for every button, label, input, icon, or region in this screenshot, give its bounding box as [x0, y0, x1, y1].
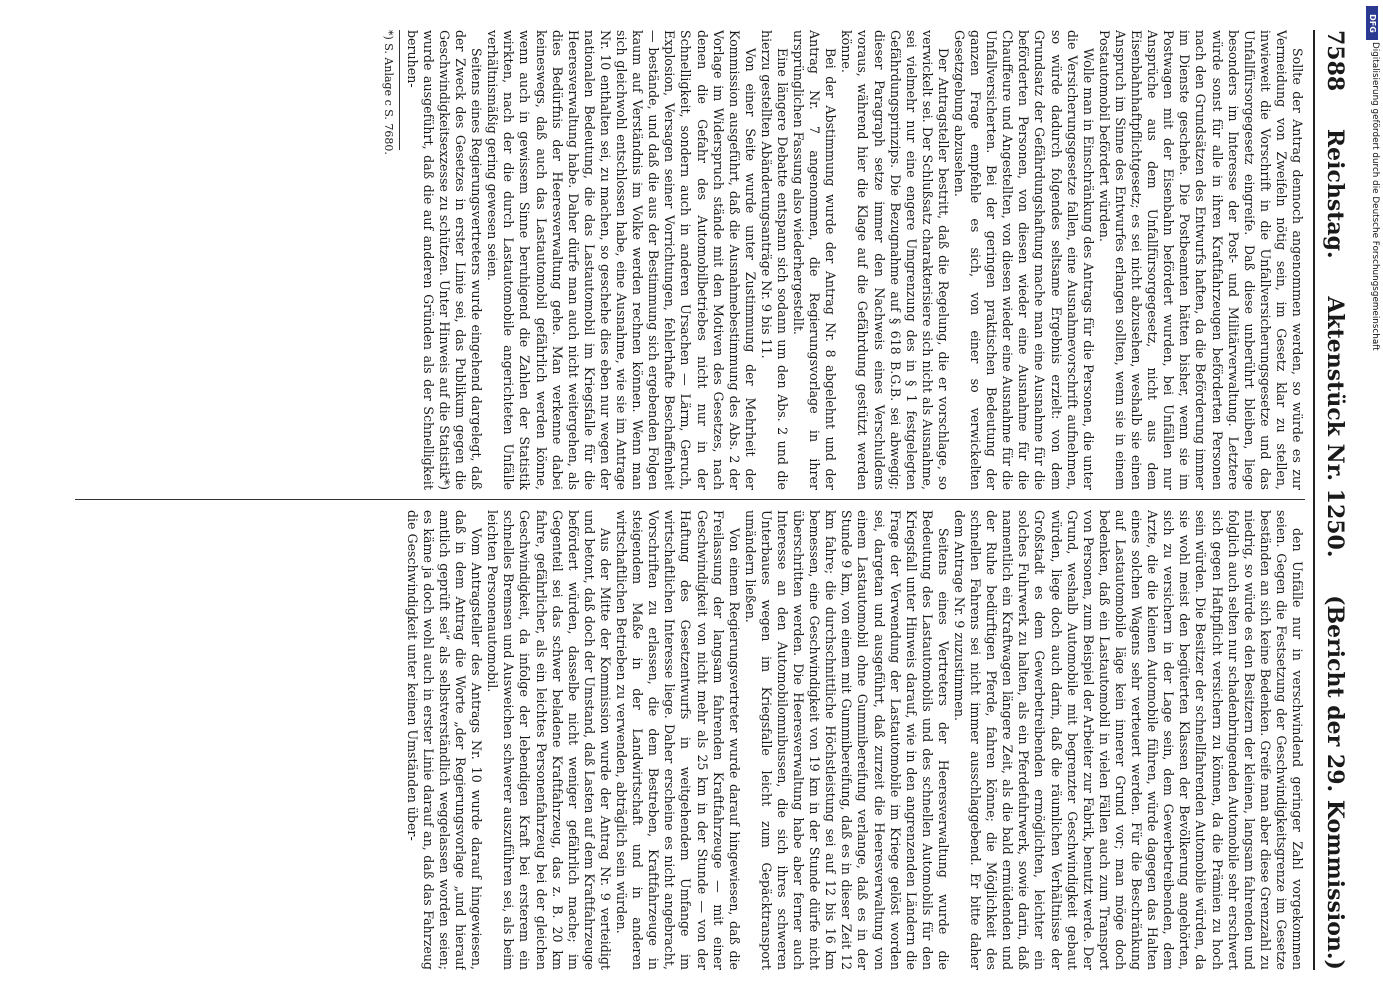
digitization-note [1364, 42, 1380, 1002]
paragraph: Eine längere Debatte entspann sich sodann um den Abs. 2 und die hierzu gestellten Abänderungsanträge Nr. 9 bis 11. [758, 30, 790, 490]
footnote: *) S. Anlage c S. 7680. [381, 30, 395, 155]
digitization-note-text: Digitalisierung gefördert durch die Deutsche Forschungsgemeinschaft [1370, 42, 1380, 351]
text-column-right [75, 510, 1305, 970]
paragraph: Seitens eines Regierungsvertreters wurde eingehend dargelegt, daß der Zweck des Gesetzes in erster Linie sei, das Publikum gegen die Geschwindigkeitsexzesse zu schützen. Unter Hinweis auf die Statistik*) wurde ausgeführt, daß die auf anderen Gründen als der Schnelligkeit beruhen- [404, 30, 485, 490]
rotated-document-page [45, 30, 1355, 970]
paragraph: Sollte der Antrag dennoch angenommen werden, so würde es zur Vermeidung von Zweifeln nötig sein, im Gesetz klar zu stellen, inwieweit die Vorschrift in die Unfallversicherungsgesetze und das Unfallfürsorgegesetz eingreife. Daß diese unberührt bleiben, liege besonders im Interesse der Post- und Militärverwaltung. Letztere würde sonst für alle in ihren Kraftfahrzeugen beförderten Personen nach den Grundsätzen des Entwurfs haften, da die Beförderung immer im Dienste geschehe. Die Postbeamten hätten bisher, wenn sie im Postwagen mit der Eisenbahn befördert wurden, bei Unfällen nur Ansprüche aus dem Unfallfürsorgegesetz, nicht aus dem Eisenbahnhaftpflichtgesetz; es sei nicht abzusehen, weshalb sie einen Anspruch im Sinne des Entwurfes erlangen sollten, wenn sie in einem Postautomobil befördert würden. [1096, 30, 1305, 490]
paragraph: Vom Antragsteller des Antrags Nr. 10 wurde darauf hingewiesen, daß in dem Antrag die Worte „der Regierungsvorlage „und hierauf amtlich geprüft sei“ als selbstverständlich weggelassen worden seien; es käme ja doch wohl auch in erster Linie darauf an, daß das Fahrzeug die Geschwindigkeit unter keinen Umständen über- [404, 510, 485, 970]
paragraph: Der Antragsteller bestritt, daß die Regelung, die er vorschlage, so verwickelt sei. Der Schlußsatz charakterisiere sich nicht als Ausnahme, sei vielmehr nur eine engere Umgrenzung des in § 1 festgelegten Gefährdungsprinzips. Die Bezugnahme auf § 618 B.G.B. sei abwegig; dieser Paragraph setze immer den Nachweis eines Verschuldens voraus, während hier die Klage auf die Gefährdung gestützt werden könne. [839, 30, 951, 490]
header-right-title: (Bericht der 29. Kommission.) [1322, 595, 1348, 970]
page-number: 7588 [1322, 30, 1348, 92]
paragraph: Von einem Regierungsvertreter wurde darauf hingewiesen, daß die Freilassung der langsam fahrenden Kraftfahrzeuge — mit einer Geschwindigkeit von nicht mehr als 25 km in der Stunde — von der Haftung des Gesetzentwurfs in weitgehendem Umfange im wirtschaftlichen Interesse liege. Daher erscheine es nicht angebracht, Vorschriften zu erlassen, die dem Bestreben, Kraftfahrzeuge in steigendem Maße in der Landwirtschaft und in anderen wirtschaftlichen Betrieben zu verwenden, abträglich sein würden. [614, 510, 742, 970]
footnote-divider [399, 30, 400, 150]
header-left-title: Reichstag. [1322, 128, 1348, 259]
paragraph: Seitens eines Vertreters der Heeresverwaltung wurde die Bedeutung des Lastautomobils und des schnellen Automobils für den Kriegsfall unter Hinweis darauf, wie in den angrenzenden Ländern die Frage der Verwendung der Lastautomobile im Kriege gelöst worden sei, dargetan und ausgeführt, daß zurzeit die Heeresverwaltung von einem Lastautomobil ohne Gummibereifung verlange, daß es in der Stunde 9 km, von einem mit Gummibereifung, daß es in dieser Zeit 12 km fahre; die durchschnittliche Höchstleistung sei auf 12 bis 16 km bemessen, eine Geschwindigkeit von 19 km in der Stunde dürfe nicht überschritten werden. Die Heeresverwaltung habe aber ferner auch Interesse an den Automobilomnibussen, die sich ihres schweren Unterbaues wegen im Kriegsfalle leicht zum Gepäcktransport umändern ließen. [742, 510, 951, 970]
dfg-logo-text: DFG [1367, 13, 1377, 33]
paragraph: Bei der Abstimmung wurde der Antrag Nr. 8 abgelehnt und der Antrag Nr. 7 angenommen, die Regierungsvorlage in ihrer ursprünglichen Fassung also wiederhergestellt. [791, 30, 839, 490]
paragraph: Wolle man in Einschränkung des Antrags für die Personen, die unter die Versicherungsgesetze fallen, eine Ausnahmevorschrift aufnehmen, so würde dadurch folgendes seltsame Ergebnis erzielt: von dem Grundsatz der Gefährdungshaftung mache man eine Ausnahme für die beförderten Personen, von diesen wieder eine Ausnahme für die Chauffeure und Angestellten, von diesen wieder eine Ausnahme für die Unfallversicherten. Bei der geringen praktischen Bedeutung der ganzen Frage empfehle es sich, von einer so verwickelten Gesetzgebung abzusehen. [952, 30, 1096, 490]
paragraph: Aus der Mitte der Kommission wurde der Antrag Nr. 9 verteidigt und betont, daß doch der Umstand, daß Lasten auf dem Kraftfahrzeuge befördert würden, dasselbe nicht weniger gefährlich mache; im Gegenteil sei das schwer beladene Kraftfahrzeug, das z. B. 20 km fahre, gefährlicher, als ein leichtes Personenfahrzeug bei der gleichen Geschwindigkeit, da infolge der lebendigen Kraft bei ersterem ein schnelles Bremsen und Ausweichen schwerer auszuführen sei, als beim leichten Personenautomobil. [485, 510, 613, 970]
paragraph: Von einer Seite wurde unter Zustimmung der Mehrheit der Kommission ausgeführt, daß die Ausnahmebestimmung des Abs. 2 der Vorlage im Widerspruch stände mit den Motiven des Gesetzes, nach denen die Gefahr des Automobilbetriebes nicht nur in der Schnelligkeit, sondern auch in anderen Ursachen — Lärm, Geruch, Explosion, Versagen seiner Vorrichtungen, fehlerhafte Beschaffenheit — bestände, und daß die aus der Bestimmung sich ergebenden Folgen kaum auf Verständnis im Volke werden rechnen können. Wenn man sich gleichwohl entschlossen habe, eine Ausnahme, wie sie im Antrage Nr. 10 enthalten sei, zu machen, so geschehe dies eben nur wegen der nationalen Bedeutung, die das Lastautomobil im Kriegsfalle für die Heeresverwaltung habe. Daher dürfe man auch nicht weitergehen, als dies Bedürfnis der Heeresverwaltung gehe. Man verkenne dabei keineswegs, daß auch das Lastautomobil gefährlich werden könne, wenn auch in gewissem Sinne beruhigend die Zahlen der Statistik wirkten, nach der die durch Lastautomobile angerichteten Unfälle verhältnismäßig gering gewesen seien. [485, 30, 758, 490]
paragraph: den Unfälle nur in verschwindend geringer Zahl vorgekommen seien. Gegen die Festsetzung der Geschwindigkeitsgrenze im Gesetze beständen an sich keine Bedenken. Greife man aber diese Grenzzahl zu niedrig, so würde es den Besitzern der kleinen, langsam fahrenden und folglich auch selten nur schadenbringenden Automobile sehr erschwert sich gegen Haftpflicht versichern zu können, da die Prämien zu hoch sein würden. Die Besitzer der schnellfahrenden Automobile würden, da sie wohl meist den begüterten Klassen der Bevölkerung angehörten, sich zu versichern in der Lage sein, dem Gewerbetreibenden, dem Arzte, die die kleinen Automobile führen, würde dagegen das Halten eines solchen Wagens sehr verteuert werden. Für die Beschränkung auf Lastautomobile läge kein innerer Grund vor; man möge doch bedenken, daß ein Lastautomobil in vielen Fällen auch zum Transport von Personen, zum Beispiel der Arbeiter zur Fabrik, benutzt werde. Der Grund, weshalb Automobile mit begrenzter Geschwindigkeit gebaut würden, liege doch auch darin, daß die räumlichen Verhältnisse der Großstadt es dem Gewerbetreibenden ermöglichten, leichter ein solches Fuhrwerk zu halten, als ein Pferdefuhrwerk, sowie darin, daß namentlich ein Kraftwagen längere Zeit, als die bald ermüdenden und der Ruhe bedürftigen Pferde, fahren könne; die Möglichkeit des schnellen Fahrens sei nicht immer ausschlaggebend. Er bitte daher dem Antrage Nr. 9 zuzustimmen. [952, 510, 1305, 970]
text-column-left [75, 30, 1305, 490]
column-divider [75, 499, 1305, 500]
page-header [1313, 30, 1355, 970]
dfg-logo [1366, 6, 1378, 40]
header-center-title: Aktenstück Nr. 1250. [1322, 296, 1348, 558]
